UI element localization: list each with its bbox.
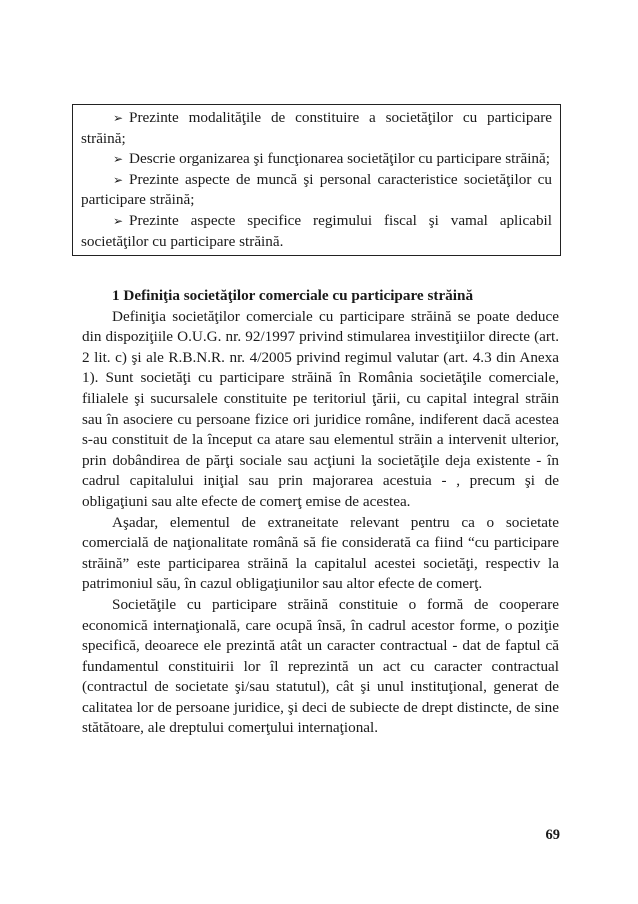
objective-text: Descrie organizarea şi funcţionarea societăţilor cu participare străină; [129,150,550,168]
section-definition [82,286,559,739]
objective-text: Prezinte aspecte de muncă şi personal caracteristice societăţilor cu participare străină; [81,170,552,209]
page-number: 69 [545,827,560,843]
arrow-bullet-icon: ➢ [113,213,124,228]
objective-item [81,211,552,252]
objective-item [81,108,552,149]
objective-text: Prezinte modalităţile de constituire a societăţilor cu participare străină; [81,109,552,147]
arrow-bullet-icon: ➢ [113,111,124,125]
objective-text: Prezinte aspecte specifice regimului fiscal şi vamal aplicabil societăţilor cu participare străină. [81,211,552,250]
section-title: 1 Definiţia societăţilor comerciale cu participare străină [112,287,474,304]
objective-item [81,170,552,211]
arrow-bullet-icon: ➢ [113,152,124,167]
objective-item [81,149,552,170]
paragraph: Aşadar, elementul de extraneitate relevant pentru ca o societate comercială de naţionalitate română să fie considerată ca fiind “cu participare străină” este participarea străină la capitalul acestei societăţi, respectiv la patrimoniul său, în cazul obligaţiunilor sau altor efecte de comerţ. [82,513,559,593]
objectives-box [72,104,561,256]
paragraph: Definiţia societăţilor comerciale cu participare străină se poate deduce din dispoziţiile O.U.G. nr. 92/1997 privind stimularea investiţiilor directe (art. 2 lit. c) şi ale R.B.N.R. nr. 4/2005 privind regimul valutar (art. 4.3 din Anexa 1). Sunt societăţi cu participare străină în România societăţile comerciale, filialele şi sucursalele constituite pe teritoriul ţării, cu capital integral străin sau în asociere cu persoane fizice ori juridice române, indiferent dacă acestea s-au constituit de la început ca atare sau elementul străin a intervenit ulterior, prin dobândirea de părţi sociale sau acţiuni la societăţile deja existente - în cadrul capitalului iniţial sau prin majorarea acestuia - , precum şi de obligaţiuni sau alte efecte de comerţ emise de acestea. [82,307,559,510]
arrow-bullet-icon: ➢ [113,172,124,187]
paragraph: Societăţile cu participare străină constituie o formă de cooperare economică internaţională, care ocupă însă, în cadrul acestor forme, o poziţie specifică, deoarece ele prezintă atât un caracter contractual - dat de faptul că fundamentul constituirii lor îl reprezintă un act cu caracter contractual (contractul de societate şi/sau statutul), cât şi unul instituţional, generat de calitatea lor de persoane juridice, şi deci de subiecte de drept distincte, de sine stătătoare, ale dreptului comerţului internaţional. [82,595,559,737]
